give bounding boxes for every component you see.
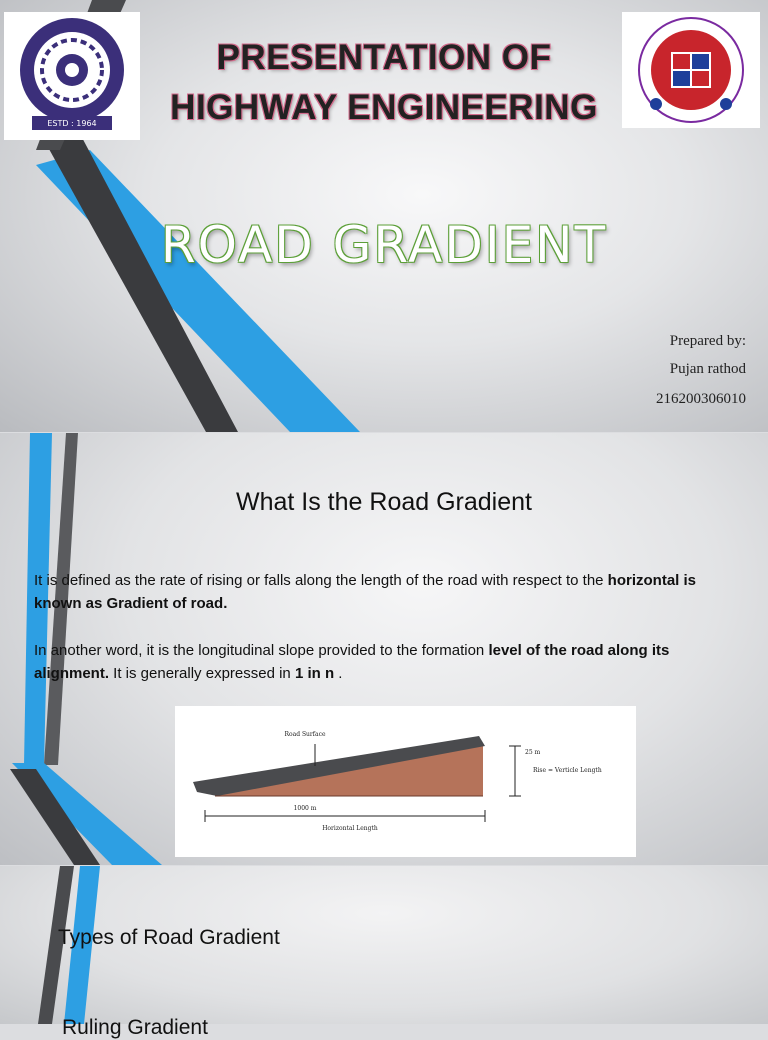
list-item: Ruling Gradient [62,1016,208,1039]
rise-value: 25 m [525,749,541,756]
enrollment-number: 216200306010 [656,391,746,407]
para2-bold-1: level of the road along its alignment. [34,642,670,682]
para2-text-2: It is generally expressed in [109,665,295,682]
header-line-1: PRESENTATION OF [216,38,552,77]
road-surface-label: Road Surface [284,731,326,738]
main-title: ROAD GRADIENT [160,216,608,274]
definition-text: It is defined as the rate of rising or falls along the length of the road with respect to the [34,572,608,589]
another-word-paragraph [34,639,734,685]
prepared-by-label: Prepared by: [669,333,746,349]
para2-bold-2: 1 in n [294,665,335,682]
logo-estd: ESTD : 1964 [47,119,97,128]
definition-slide [0,433,768,865]
slide-title: What Is the Road Gradient [236,488,532,516]
length-value: 1000 m [293,805,317,812]
header-line-2: HIGHWAY ENGINEERING [170,88,598,127]
title-slide [0,0,768,432]
definition-paragraph [34,569,734,615]
types-slide [0,866,768,1039]
para2-text-3: . [334,665,343,682]
slide-title: Types of Road Gradient [58,926,280,949]
definition-bold: horizontal is known as Gradient of road. [34,572,697,612]
rise-label: Rise = Verticle Length [533,767,602,774]
length-label: Horizontal Length [322,825,378,832]
author-name: Pujan rathod [669,361,746,377]
para2-text-1: In another word, it is the longitudinal slope provided to the formation [34,642,489,659]
gradient-diagram [175,706,636,857]
